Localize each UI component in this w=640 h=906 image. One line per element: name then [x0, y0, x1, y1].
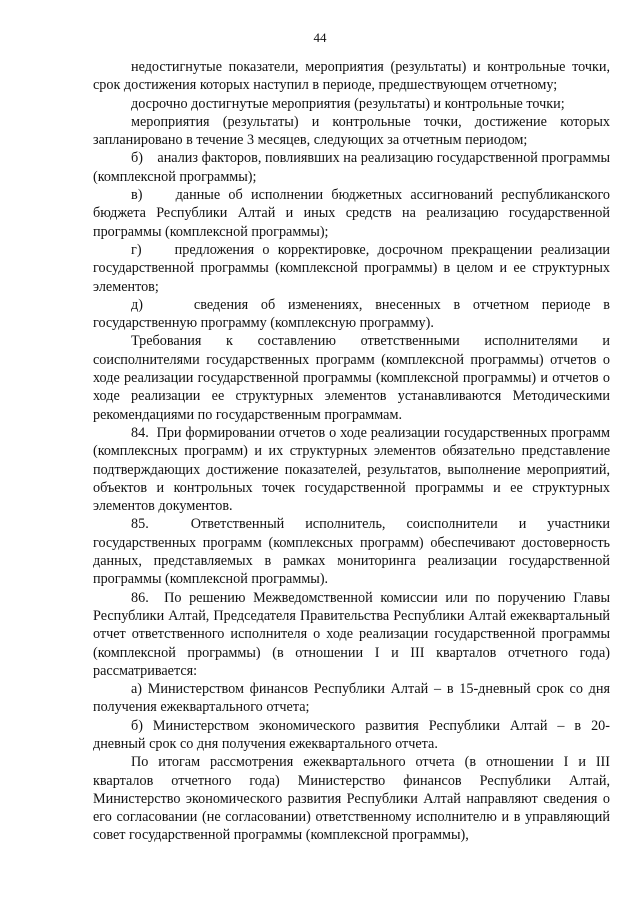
paragraph-84: 84. При формировании отчетов о ходе реализации государственных программ (комплексных программ) и их структурных элементов обязательно представление подтверждающих достижение показателей, результатов, выполнение мероприятий, объектов и контрольных точек государственной программы и ее структурных элементов документов.: [93, 424, 610, 515]
paragraph-item-b: б) анализ факторов, повлиявших на реализацию государственной программы (комплексной программы);: [93, 150, 610, 185]
paragraph: Требования к составлению ответственными исполнителями и соисполнителями государственных программ (комплексной программы) отчетов о ходе реализации государственной программы (комплексной программы) и отчетов о ходе реализации ее структурных элементов устанавливаются Методическими рекомендациями по государственным программам.: [93, 333, 610, 423]
paragraph: По итогам рассмотрения ежеквартального отчета (в отношении I и III кварталов отчетного года) Министерство финансов Республики Алтай, Министерство экономического развития Республики Алтай направляют сведения о его согласовании (не согласовании) ответственному исполнителю и в управляющий совет государственной программы (комплексной программы),: [93, 754, 610, 844]
paragraph-item-d: д) сведения об изменениях, внесенных в отчетном периоде в государственную программу (комплексную программу).: [93, 296, 610, 332]
page-number: 44: [313, 30, 327, 45]
paragraph-85: 85. Ответственный исполнитель, соисполнители и участники государственных программ (комплексных программ) обеспечивают достоверность данных, представляемых в рамках мониторинга реализации государственной программы (комплексной программы).: [93, 516, 610, 588]
paragraph: досрочно достигнутые мероприятия (результаты) и контрольные точки;: [131, 95, 565, 112]
paragraph-item-g: г) предложения о корректировке, досрочном прекращении реализации государственной программы (комплексной программы) в целом и ее структурных элементов;: [93, 241, 610, 295]
paragraph-item-v: в) данные об исполнении бюджетных ассигнований республиканского бюджета Республики Алтай и иных средств на реализацию государственной программы (комплексной программы);: [93, 187, 610, 240]
paragraph: мероприятия (результаты) и контрольные точки, достижение которых запланировано в течение 3 месяцев, следующих за отчетным периодом;: [93, 113, 610, 149]
paragraph-86: 86. По решению Межведомственной комиссии или по поручению Главы Республики Алтай, Председателя Правительства Республики Алтай ежеквартальный отчет ответственного исполнителя о ходе реализации государственной программы (комплексной программы) (в отношении I и III кварталов отчетного года) рассматривается:: [93, 589, 610, 679]
paragraph-item-b2: б) Министерством экономического развития Республики Алтай – в 20-дневный срок со дня получения ежеквартального отчета.: [93, 717, 610, 752]
paragraph: недостигнутые показатели, мероприятия (результаты) и контрольные точки, срок достижения которых наступил в периоде, предшествующем отчетному;: [93, 59, 610, 94]
document-body: [93, 58, 610, 845]
paragraph-item-a: а) Министерством финансов Республики Алтай – в 15-дневный срок со дня получения ежеквартального отчета;: [93, 681, 610, 716]
